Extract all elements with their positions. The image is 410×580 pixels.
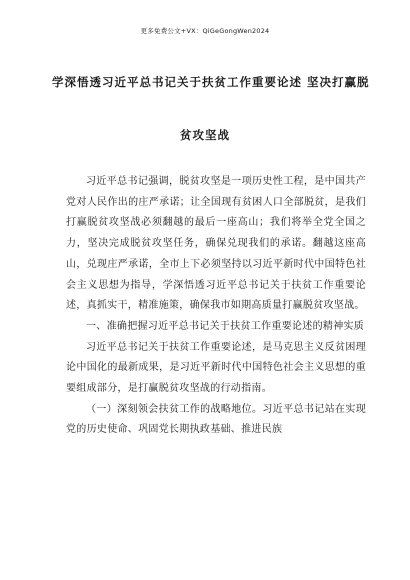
subsection-1-paragraph: （一）深刻领会扶贫工作的战略地位。习近平总书记站在实现党的历史使命、巩固党长期执政基础、推进民族 (66, 403, 366, 436)
document-body (66, 172, 366, 441)
page-header: 更多免费公文+VX：QiGeGongWen2024 (140, 27, 270, 35)
intro-paragraph: 习近平总书记强调，脱贫攻坚是一项历史性工程，是中国共产党对人民作出的庄严承诺；让全国现有贫困人口全部脱贫，是我们打赢脱贫攻坚战必须翻越的最后一座高山；我们将举全党全国之力，坚决完成脱贫攻坚任务，确保兑现我们的承诺。翻越这座高山，兑现庄严承诺，全市上下必须坚持以习近平新时代中国特色社会主义思想为指导，学深悟透习近平总书记关于扶贫工作重要论述，真抓实干，精准施策，确保我市如期高质量打赢脱贫攻坚战。 (66, 176, 366, 312)
section-heading-1: 一、准确把握习近平总书记关于扶贫工作重要论述的精神实质 (86, 320, 365, 332)
section-1-paragraph: 习近平总书记关于扶贫工作重要论述，是马克思主义反贫困理论中国化的最新成果，是习近平新时代中国特色社会主义思想的重要组成部分，是打赢脱贫攻坚战的行动指南。 (66, 341, 366, 395)
document-title-line-1: 学深悟透习近平总书记关于扶贫工作重要论述 坚决打赢脱 (52, 75, 370, 89)
document-title-line-2: 贫攻坚战 (180, 128, 230, 142)
